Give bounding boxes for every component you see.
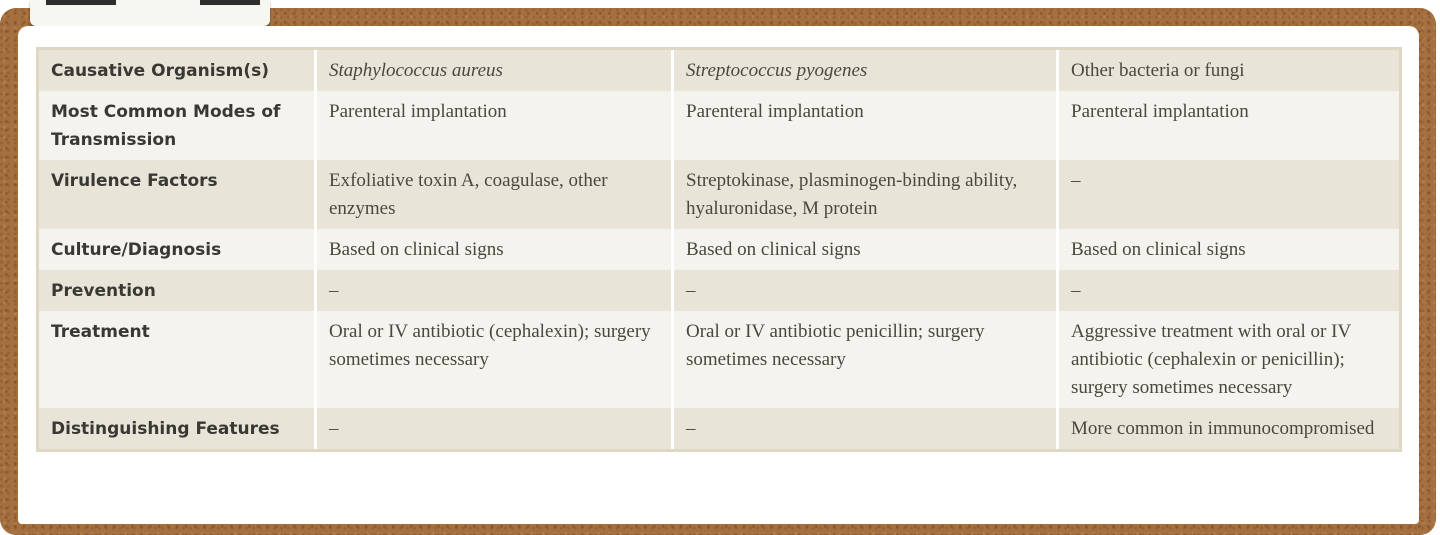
row-culture-diagnosis xyxy=(39,229,1399,270)
table-cell: – xyxy=(314,270,671,311)
table-cell: Streptococcus pyogenes xyxy=(671,50,1056,91)
row-label: Prevention xyxy=(39,270,314,311)
table-cell: – xyxy=(671,408,1056,449)
table-cell: Exfoliative toxin A, coagulase, other enzymes xyxy=(314,160,671,229)
table-cell: Other bacteria or fungi xyxy=(1056,50,1399,91)
disease-summary-table xyxy=(36,47,1402,452)
row-label: Culture/Diagnosis xyxy=(39,229,314,270)
clip-hinge-left xyxy=(46,0,116,5)
table-cell: Oral or IV antibiotic (cephalexin); surgery sometimes necessary xyxy=(314,311,671,408)
clip-hinge-right xyxy=(200,0,260,5)
row-prevention xyxy=(39,270,1399,311)
table-cell: Oral or IV antibiotic penicillin; surgery sometimes necessary xyxy=(671,311,1056,408)
table-cell: Streptokinase, plasminogen-binding ability, hyaluronidase, M protein xyxy=(671,160,1056,229)
table-cell: – xyxy=(671,270,1056,311)
row-label: Most Common Modes of Transmission xyxy=(39,91,314,160)
row-causative-organisms xyxy=(39,50,1399,91)
clipboard-clip xyxy=(30,0,270,26)
table-cell: More common in immunocompromised xyxy=(1056,408,1399,449)
table-cell: Based on clinical signs xyxy=(671,229,1056,270)
row-label: Causative Organism(s) xyxy=(39,50,314,91)
row-label: Virulence Factors xyxy=(39,160,314,229)
row-label: Distinguishing Features xyxy=(39,408,314,449)
row-transmission xyxy=(39,91,1399,160)
table-cell: Parenteral implantation xyxy=(671,91,1056,160)
row-treatment xyxy=(39,311,1399,408)
table-cell: Parenteral implantation xyxy=(314,91,671,160)
table-cell: – xyxy=(1056,160,1399,229)
row-virulence-factors xyxy=(39,160,1399,229)
table-cell: Based on clinical signs xyxy=(314,229,671,270)
table-cell: Staphylococcus aureus xyxy=(314,50,671,91)
table-cell: Based on clinical signs xyxy=(1056,229,1399,270)
table-cell: – xyxy=(1056,270,1399,311)
table-cell: – xyxy=(314,408,671,449)
table-cell: Parenteral implantation xyxy=(1056,91,1399,160)
row-label: Treatment xyxy=(39,311,314,408)
table-cell: Aggressive treatment with oral or IV antibiotic (cephalexin or penicillin); surgery sometimes necessary xyxy=(1056,311,1399,408)
row-distinguishing-features xyxy=(39,408,1399,449)
